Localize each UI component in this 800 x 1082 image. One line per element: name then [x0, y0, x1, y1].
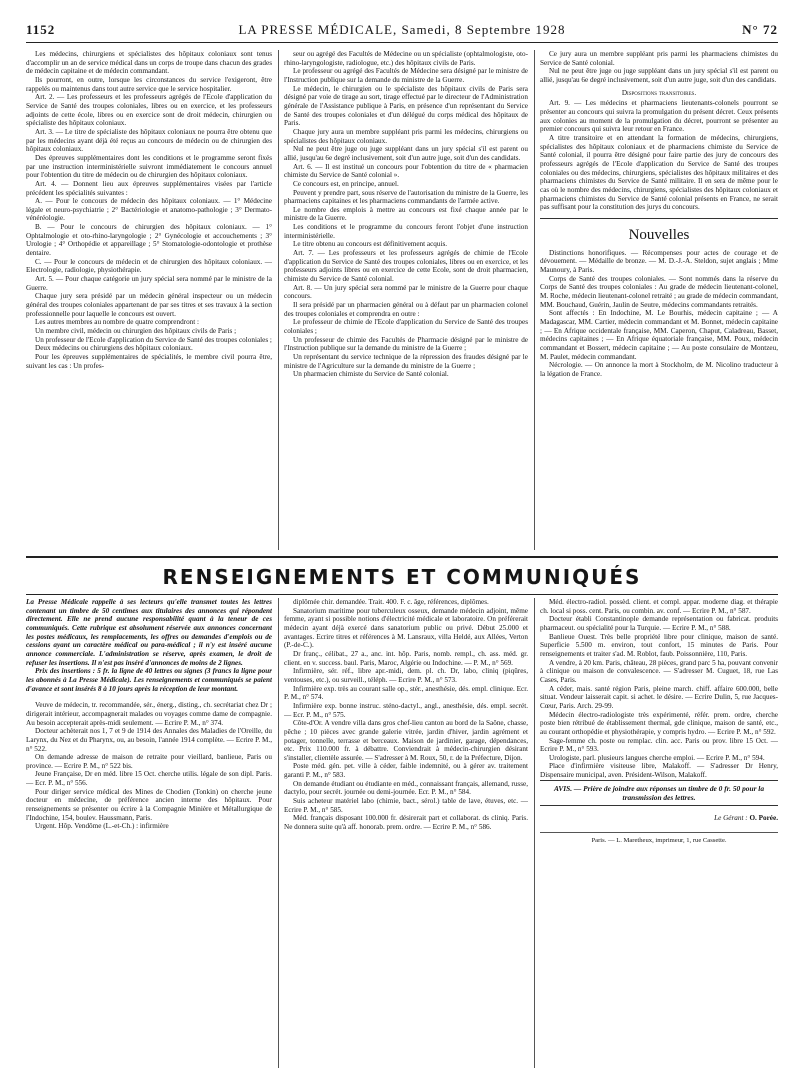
classified-ad: A vendre, à 20 km. Paris, château, 28 pièces, grand parc 5 ha, pouvant convenir à clinique ou maison de convalescence. — S'adresser M. Cuguet, 18, rue Las Cases, Paris.	[540, 658, 778, 684]
issue-number: N° 72	[742, 22, 778, 37]
article-paragraph: Art. 6. — Il est institué un concours pour l'obtention du titre de « pharmacien chimiste du Service de Santé colonial ».	[284, 162, 528, 180]
article-paragraph: A. — Pour le concours de médecin des hôpitaux coloniaux. — 1° Médecine légale et neuro-psychiatrie ; 2° Bactériologie et anatomo-pathologie ; 3° Dermato-vénéréologie.	[26, 197, 272, 223]
masthead-line: LA PRESSE MÉDICALE, Samedi, 8 Septembre 1928	[238, 22, 566, 37]
bottom-column-3	[540, 598, 778, 1068]
news-item: Sont affectés : En Indochine, M. Le Bourhis, médecin capitaine ; — A Madagascar, MM. Cartier, médecin commandant et M. Bonnet, médecin capitaine ; — En Afrique occidentale française, MM. Caperon, Chaput, Caladreau, Basset, médecins capitaines ; — En Afrique équatoriale française, MM. Poux, médecin commandant et Bossert, médecin capitaine ; — Au poste consulaire de Montzeu, M. Paulet, médecin commandant.	[540, 309, 778, 361]
nouvelles-list	[540, 249, 778, 379]
article-paragraph: Un pharmacien chimiste du Service de Santé colonial.	[293, 370, 449, 379]
classified-ad: Dr franç., célibat., 27 a., anc. int. hôp. Paris, nomb. rempl., ch. ass. méd. gr. client. en v. success. baul. Paris, Maroc, Algérie ou Indochine. — P. M., n° 569.	[284, 649, 528, 667]
article-paragraph: Des épreuves supplémentaires dont les conditions et le programme seront fixés par une instruction interministérielle suivront immédiatement le concours annuel pour l'obtention du titre de médecin ou de chirurgien des hôpitaux coloniaux.	[26, 153, 272, 180]
article-paragraph: Pour les épreuves supplémentaires de spécialités, le membre civil pourra être, suivant les cas : Un profes-	[26, 352, 272, 370]
article-paragraph: Chaque jury aura un membre suppléant pris parmi les médecins, chirurgiens ou spécialistes des hôpitaux coloniaux.	[284, 127, 528, 145]
article-paragraph: Les médecins, chirurgiens et spécialistes des hôpitaux coloniaux sont tenus d'accomplir un an de service médical dans un corps de troupe dans chacun des grades de médecin capitaine et de médecin commandant.	[26, 50, 272, 76]
jury-paragraphs	[540, 50, 778, 85]
classified-ad: On demande adresse de maison de retraite pour vieillard, banlieue, Paris ou province. — Ecrire P. M., n° 522 bis.	[26, 753, 272, 770]
nouvelles-heading: Nouvelles	[628, 226, 690, 243]
classified-ad: Docteur établi Constantinople demande représentation ou fabricat. produits pharmaceut. ou spécialité pour la Turquie. — Ecrire P. M., n° 588.	[540, 615, 778, 632]
article-paragraph: C. — Pour le concours de médecin et de chirurgien des hôpitaux coloniaux. — Electrologie, radiologie, physiothérapie.	[26, 257, 272, 275]
section-rule	[540, 218, 778, 219]
article-paragraph: Le médecin, le chirurgien ou le spécialiste des hôpitaux civils de Paris sera désigné par voie de tirage au sort, tirage effectué par le directeur de l'Administration générale de l'Assistance publique à Paris, en présence d'un représentant du Service de Santé des troupes coloniales et d'un délégué du corps médical des hôpitaux de Paris.	[284, 84, 528, 128]
column-divider	[278, 598, 279, 1068]
dispositions-transitoires	[540, 99, 778, 212]
classified-ad: Urgent. Hôp. Vendôme (L.-et-Ch.) : infirmière	[35, 822, 169, 831]
classified-ad: Suis acheteur matériel labo (chimie, bact., sérol.) table de lave, étuves, etc. — Ecrire P. M., n° 585.	[284, 797, 528, 814]
article-paragraph: Les conditions et le programme du concours feront l'objet d'une instruction interministérielle.	[284, 223, 528, 240]
bottom-column-1	[26, 598, 272, 1068]
article-paragraph: Art. 5. — Pour chaque catégorie un jury spécial sera nommé par le ministre de la Guerre.	[26, 275, 272, 292]
gerant-name: O. Porée.	[749, 813, 778, 822]
classified-ad: A céder, mais. santé région Paris, pleine march. chiff. affaire 600.000, belle situat. Vendeur laisserait capit. si achet. le désire. — Ecrire Dulin, 5, rue Jacques-Cœur, Paris. Arch. 29-99.	[540, 684, 778, 710]
article-paragraph: Chaque jury sera présidé par un médecin général inspecteur ou un médecin général des troupes coloniales appartenant de par ses titres et ses travaux à la section professionnelle pour laquelle le concours est ouvert.	[26, 292, 272, 318]
article-paragraph: Le professeur ou agrégé des Facultés de Médecine sera désigné par le ministre de l'Instruction publique sur la demande du ministre de la Guerre.	[284, 67, 528, 84]
classified-ad: Veuve de médecin, tr. recommandée, sér., énerg., disting., ch. secrétariat chez Dr ; dirigerait intérieur, accompagnerait malades ou voyages comme dame de compagnie. Au besoin accepterait après-midi seulement. — Ecrire P. M., n° 374.	[26, 701, 272, 727]
article-paragraph: Art. 8. — Un jury spécial sera nommé par le ministre de la Guerre pour chaque concours.	[284, 283, 528, 301]
article-paragraph: B. — Pour le concours de chirurgien des hôpitaux coloniaux. — 1° Ophtalmologie et oto-rhino-laryngologie ; 2° Gynécologie et accouchements ; 3° Urologie ; 4° Orthopédie et appareillage ; 5° Stomatologie-odontologie et prothèse dentaire.	[26, 223, 272, 258]
classified-ad: Docteur achèterait nos 1, 7 et 9 de 1914 des Annales des Maladies de l'Oreille, du Larynx, du Nez et du Pharynx, ou, au besoin, l'année 1914 complète. — Ecrire P. M., n° 522.	[26, 727, 272, 753]
article-paragraph: Il sera présidé par un pharmacien général ou à défaut par un pharmacien colonel des troupes coloniales et comprendra en outre :	[284, 301, 528, 318]
classified-ad: Sage-femme ch. poste ou remplac. clin. acc. Paris ou prov. libre 15 Oct. — Ecrire P. M., n° 593.	[540, 736, 778, 754]
article-paragraph: Nul ne peut être juge ou juge suppléant dans un jury spécial s'il est parent ou allié, jusqu'au 6e degré inclusivement, soit d'un autre juge, soit d'un des candidats.	[284, 145, 528, 162]
classified-ad: Côte-d'Or. A vendre villa dans gros chef-lieu canton au bord de la Saône, chasse, pêche ; 10 pièces avec grande galerie vitrée, jardin d'hiver, jardin agrément et potager, tonnelle, terrasse et berceaux. Maison de jardinier, garage, dépendances, etc. Prix 110.000 fr. à débattre. Conviendrait à médecin-chirurgien désirant s'installer, clientèle assurée. — S'adresser à M. Roux, 50, r. de la Préfecture, Dijon.	[284, 719, 528, 762]
article-paragraph: Peuvent y prendre part, sous réserve de l'autorisation du ministre de la Guerre, les pharmaciens capitaines et les pharmaciens commandants de l'armée active.	[284, 188, 528, 206]
page-number: 1152	[26, 22, 56, 37]
top-column-2	[284, 50, 528, 550]
classified-ad: Place d'infirmière visiteuse libre, Malakoff. — S'adresser Dr Henry, Dispensaire municipal, aven. Président-Wilson, Malakoff.	[540, 762, 778, 780]
imprimeur-line: Paris. — L. Maretheux, imprimeur, 1, rue Cassette.	[540, 832, 778, 846]
top-column-1	[26, 50, 272, 550]
page-header	[26, 18, 778, 43]
classified-ad: Banlieue Ouest. Très belle propriété libre pour clinique, maison de santé. Superficie 5.500 m. environ, tout confort, 15 minutes de Paris. Pour renseignements et traiter s'ad. M. Roblot, faub. Poissonnière, 110, Paris.	[540, 632, 778, 658]
article-paragraph: Art. 4. — Donnent lieu aux épreuves supplémentaires visées par l'article précédent les spécialités suivantes :	[26, 179, 272, 197]
classified-ad: Sanatorium maritime pour tuberculeux osseux, demande médecin adjoint, même femme, ayant si possible notions d'électricité médicale et laboratoire. On préférerait médecin ayant déjà exercé dans sanatorium public ou privé. Début 25.000 et avantages. Ecrire titres et références à M. Lansraux, villa Heldé, aux Allées, Verton (P.-de-C.).	[284, 606, 528, 650]
column-divider	[278, 50, 279, 550]
gerant-label: Le Gérant :	[714, 813, 748, 822]
classified-ad: Urologiste, parl. plusieurs langues cherche emploi. — Ecrire P. M., n° 594.	[549, 753, 765, 762]
bottom-column-2	[284, 598, 528, 1068]
prix-insertions: Prix des insertions : 5 fr. la ligne de 40 lettres ou signes (3 francs la ligne pour les abonnés à La Presse Médicale). Les renseignements et communiqués se paient d'avance et sont insérés 8 à 10 jours après la réception de leur montant.	[26, 667, 272, 693]
classified-ad: diplômée chir. demandée. Trait. 400. F. c. âge, références, diplômes.	[293, 598, 489, 606]
article-paragraph: Un professeur de l'Ecole d'application du Service de Santé des troupes coloniales ;	[35, 335, 272, 344]
section-band	[26, 556, 778, 595]
article-paragraph: Un représentant du service technique de la répression des fraudes désigné par le ministre de l'Agriculture sur la demande du ministre de la Guerre ;	[284, 352, 528, 370]
article-paragraph: Un professeur de chimie des Facultés de Pharmacie désigné par le ministre de l'Instruction publique sur la demande du ministre de la Guerre ;	[284, 335, 528, 353]
classified-ad: Poste méd. gén. pet. ville à céder, faible indemnité, ou à gérer av. traitement garanti P. M., n° 583.	[284, 762, 528, 780]
classified-ad: Jeune Française, Dr en méd. libre 15 Oct. cherche utilis. légale de son dipl. Paris. — Ecr. P. M., n° 556.	[26, 770, 272, 788]
classified-ad: Méd. français disposant 100.000 fr. désirerait part et collaborat. ds cliniq. Paris. Ne donnera suite qu'à aff. honorab. prem. ordre. — Ecrire P. M., n° 586.	[284, 814, 528, 832]
article-paragraph: Le professeur de chimie de l'Ecole d'application du Service de Santé des troupes coloniales ;	[284, 318, 528, 335]
article-paragraph: Ils pourront, en outre, lorsque les circonstances du service l'exigeront, être rappelés ou maintenus dans tout autre service que le service hospitalier.	[26, 75, 272, 93]
news-item: Nécrologie. — On annonce la mort à Stockholm, de M. Nicolino traducteur à la légation de France.	[540, 361, 778, 378]
article-paragraph: Ce jury aura un membre suppléant pris parmi les pharmaciens chimistes du Service de Santé colonial.	[540, 50, 778, 67]
article-paragraph: Art. 7. — Les professeurs et les professeurs agrégés de chimie de l'Ecole d'application du Service de Santé des troupes coloniales, libres ou en exercice, et les professeurs adjoints libres ou en exercice de cette Ecole, sont de droit pharmacien, chimiste du Service de Santé colonial.	[284, 249, 528, 284]
article-paragraph: Art. 3. — Le titre de spécialiste des hôpitaux coloniaux ne pourra être obtenu que par les médecins ayant déjà été reçus au concours de médecin ou de chirurgien des hôpitaux coloniaux.	[26, 127, 272, 154]
news-item: Distinctions honorifiques. — Récompenses pour actes de courage et de dévouement. — Médaille de bronze. — M. D.-J.-A. Steldon, sujet anglais ; Mme Maunoury, à Paris.	[540, 248, 778, 275]
classified-ad: On demande étudiant ou étudiante en méd., connaissant français, allemand, russe, dactylo, pour secrét. journée ou demi-journée. Ecr. P. M., n° 584.	[284, 779, 528, 797]
classified-ads-col1	[26, 701, 272, 831]
article-paragraph: Un membre civil, médecin ou chirurgien des hôpitaux civils de Paris ;	[35, 327, 237, 335]
classified-ad: Méd. électro-radiol. possèd. client. et compl. appar. moderne diag. et thérapie ch. local si poss. cent. Paris, ou combin. av. conf. — Ecrire P. M., n° 587.	[540, 598, 778, 615]
classified-ad: Pour diriger service médical des Mines de Chodien (Tonkin) on cherche jeune docteur en médecine, de préférence ancien interne des hôpitaux. Pour renseignements se présenter ou écrire à la Compagnie Minière et Métallurgique de l'Indochine, 154, boulev. Haussmann, Paris.	[26, 787, 272, 822]
column-divider	[534, 598, 535, 1068]
article-paragraph: Deux médecins ou chirurgiens des hôpitaux coloniaux.	[35, 344, 193, 353]
article-paragraph: Le nombre des emplois à mettre au concours est fixé chaque année par le ministre de la Guerre.	[284, 205, 528, 223]
article-paragraph: Nul ne peut être juge ou juge suppléant dans un jury spécial s'il est parent ou allié, jusqu'au 6e degré inclusivement, soit d'un autre juge, soit d'un des candidats.	[540, 67, 778, 84]
top-column-3	[540, 50, 778, 550]
column-divider	[534, 50, 535, 550]
classified-ad: Infirmière exp. bonne instruc. sténo-dactyl., angl., anesthésie, dés. empl. secrét. — Ecr. P. M., n° 575.	[284, 701, 528, 719]
dispositions-title: Dispositions transitoires.	[621, 88, 697, 97]
article-paragraph: Les autres membres au nombre de quatre comprendront :	[35, 318, 200, 327]
classified-ads-col3	[540, 598, 778, 780]
rubrique-notice: La Presse Médicale rappelle à ses lecteurs qu'elle transmet toutes les lettres contenant un timbre de 50 centimes aux titulaires des annonces qui répondent directement. Elle ne prend aucune responsabilité quant à la teneur de ces communiqués. Cette rubrique est absolument réservée aux annonces concernant les postes médicaux, les remplacements, les offres ou demandes d'emplois ou de cessions ayant un caractère médical ou para-médical ; il n'y est inséré aucune annonce commerciale. L'administration se réserve, après examen, le droit de refuser les insertions. Il n'est pas inséré d'annonces de moins de 2 lignes.	[26, 598, 272, 667]
section-title: RENSEIGNEMENTS ET COMMUNIQUÉS	[162, 565, 642, 589]
article-paragraph: Ce concours est, en principe, annuel.	[293, 179, 399, 188]
article-paragraph: Art. 9. — Les médecins et pharmaciens lieutenants-colonels pourront se présenter au concours qui suivra la promulgation du présent décret. Ceux présents aux colonies au moment de la promulgation du décret, pourront se présenter au premier concours qui suivra leur retour en France.	[540, 99, 778, 134]
article-paragraph: A titre transitoire et en attendant la formation de médecins, chirurgiens, spécialistes des hôpitaux coloniaux et de pharmaciens chimiste du Service de Santé colonial, il pourra être désigné pour faire partie des jury de concours des professeurs agrégés de l'Ecole d'application du Service de Santé des troupes coloniales ou des médecins, chirurgiens, spécialistes des hôpitaux militaires et des pharmaciens chimistes du Service de Santé militaire. Il en sera de même pour le cas où le nombre des médecins, chirurgiens, spécialistes des hôpitaux coloniaux et pharmaciens chimistes du Service de Santé colonial présents en France, ne serait pas suffisant pour la constitution des jurys du concours.	[540, 133, 778, 212]
classified-ad: Médecin électro-radiologiste très expérimenté, référ. prem. ordre, cherche poste bien rétribué de établissement thermal, gde clinique, maison de santé, etc., au courant orthopédie et physiothérapie, y compris hydro. — Ecrire P. M., n° 592.	[540, 710, 778, 736]
news-item: Corps de Santé des troupes coloniales. — Sont nommés dans la réserve du Corps de Santé des troupes coloniales : Au grade de médecin lieutenant-colonel, M. Roche, médecin lieutenant-colonel retraité ; au grade de médecin commandant, MM. Bouchaud, Guérin, Jaulin de Seutre, médecins commandants retraités.	[540, 274, 778, 309]
article-paragraph: Le titre obtenu au concours est définitivement acquis.	[293, 240, 448, 249]
article-paragraph: seur ou agrégé des Facultés de Médecine ou un spécialiste (ophtalmologiste, oto-rhino-laryngologiste, radiologue, etc.) des hôpitaux civils de Paris.	[284, 50, 528, 67]
article-paragraph: Art. 2. — Les professeurs et les professeurs agrégés de l'Ecole d'application du Service de Santé des troupes coloniales, libres ou en exercice, et les professeurs adjoints de cette école, libres ou en exercice sont de droit médecin, chirurgien ou spécialiste des hôpitaux coloniaux.	[26, 93, 272, 128]
classified-ad: Infirmière, sér. réf., libre apr.-midi, dem. pl. ch. Dr, labo, cliniq (piqûres, ventouses, etc.), ou surveill., téléph. — Ecrire P. M., n° 573.	[284, 667, 528, 684]
gerant-line	[540, 814, 778, 823]
avis-box: AVIS. — Prière de joindre aux réponses un timbre de 0 fr. 50 pour la transmission des lettres.	[540, 780, 778, 806]
classified-ad: Infirmière exp. très au courant salle op., stér., anesthésie, dés. empl. clinique. Ecr. P. M., n° 574.	[284, 684, 528, 702]
